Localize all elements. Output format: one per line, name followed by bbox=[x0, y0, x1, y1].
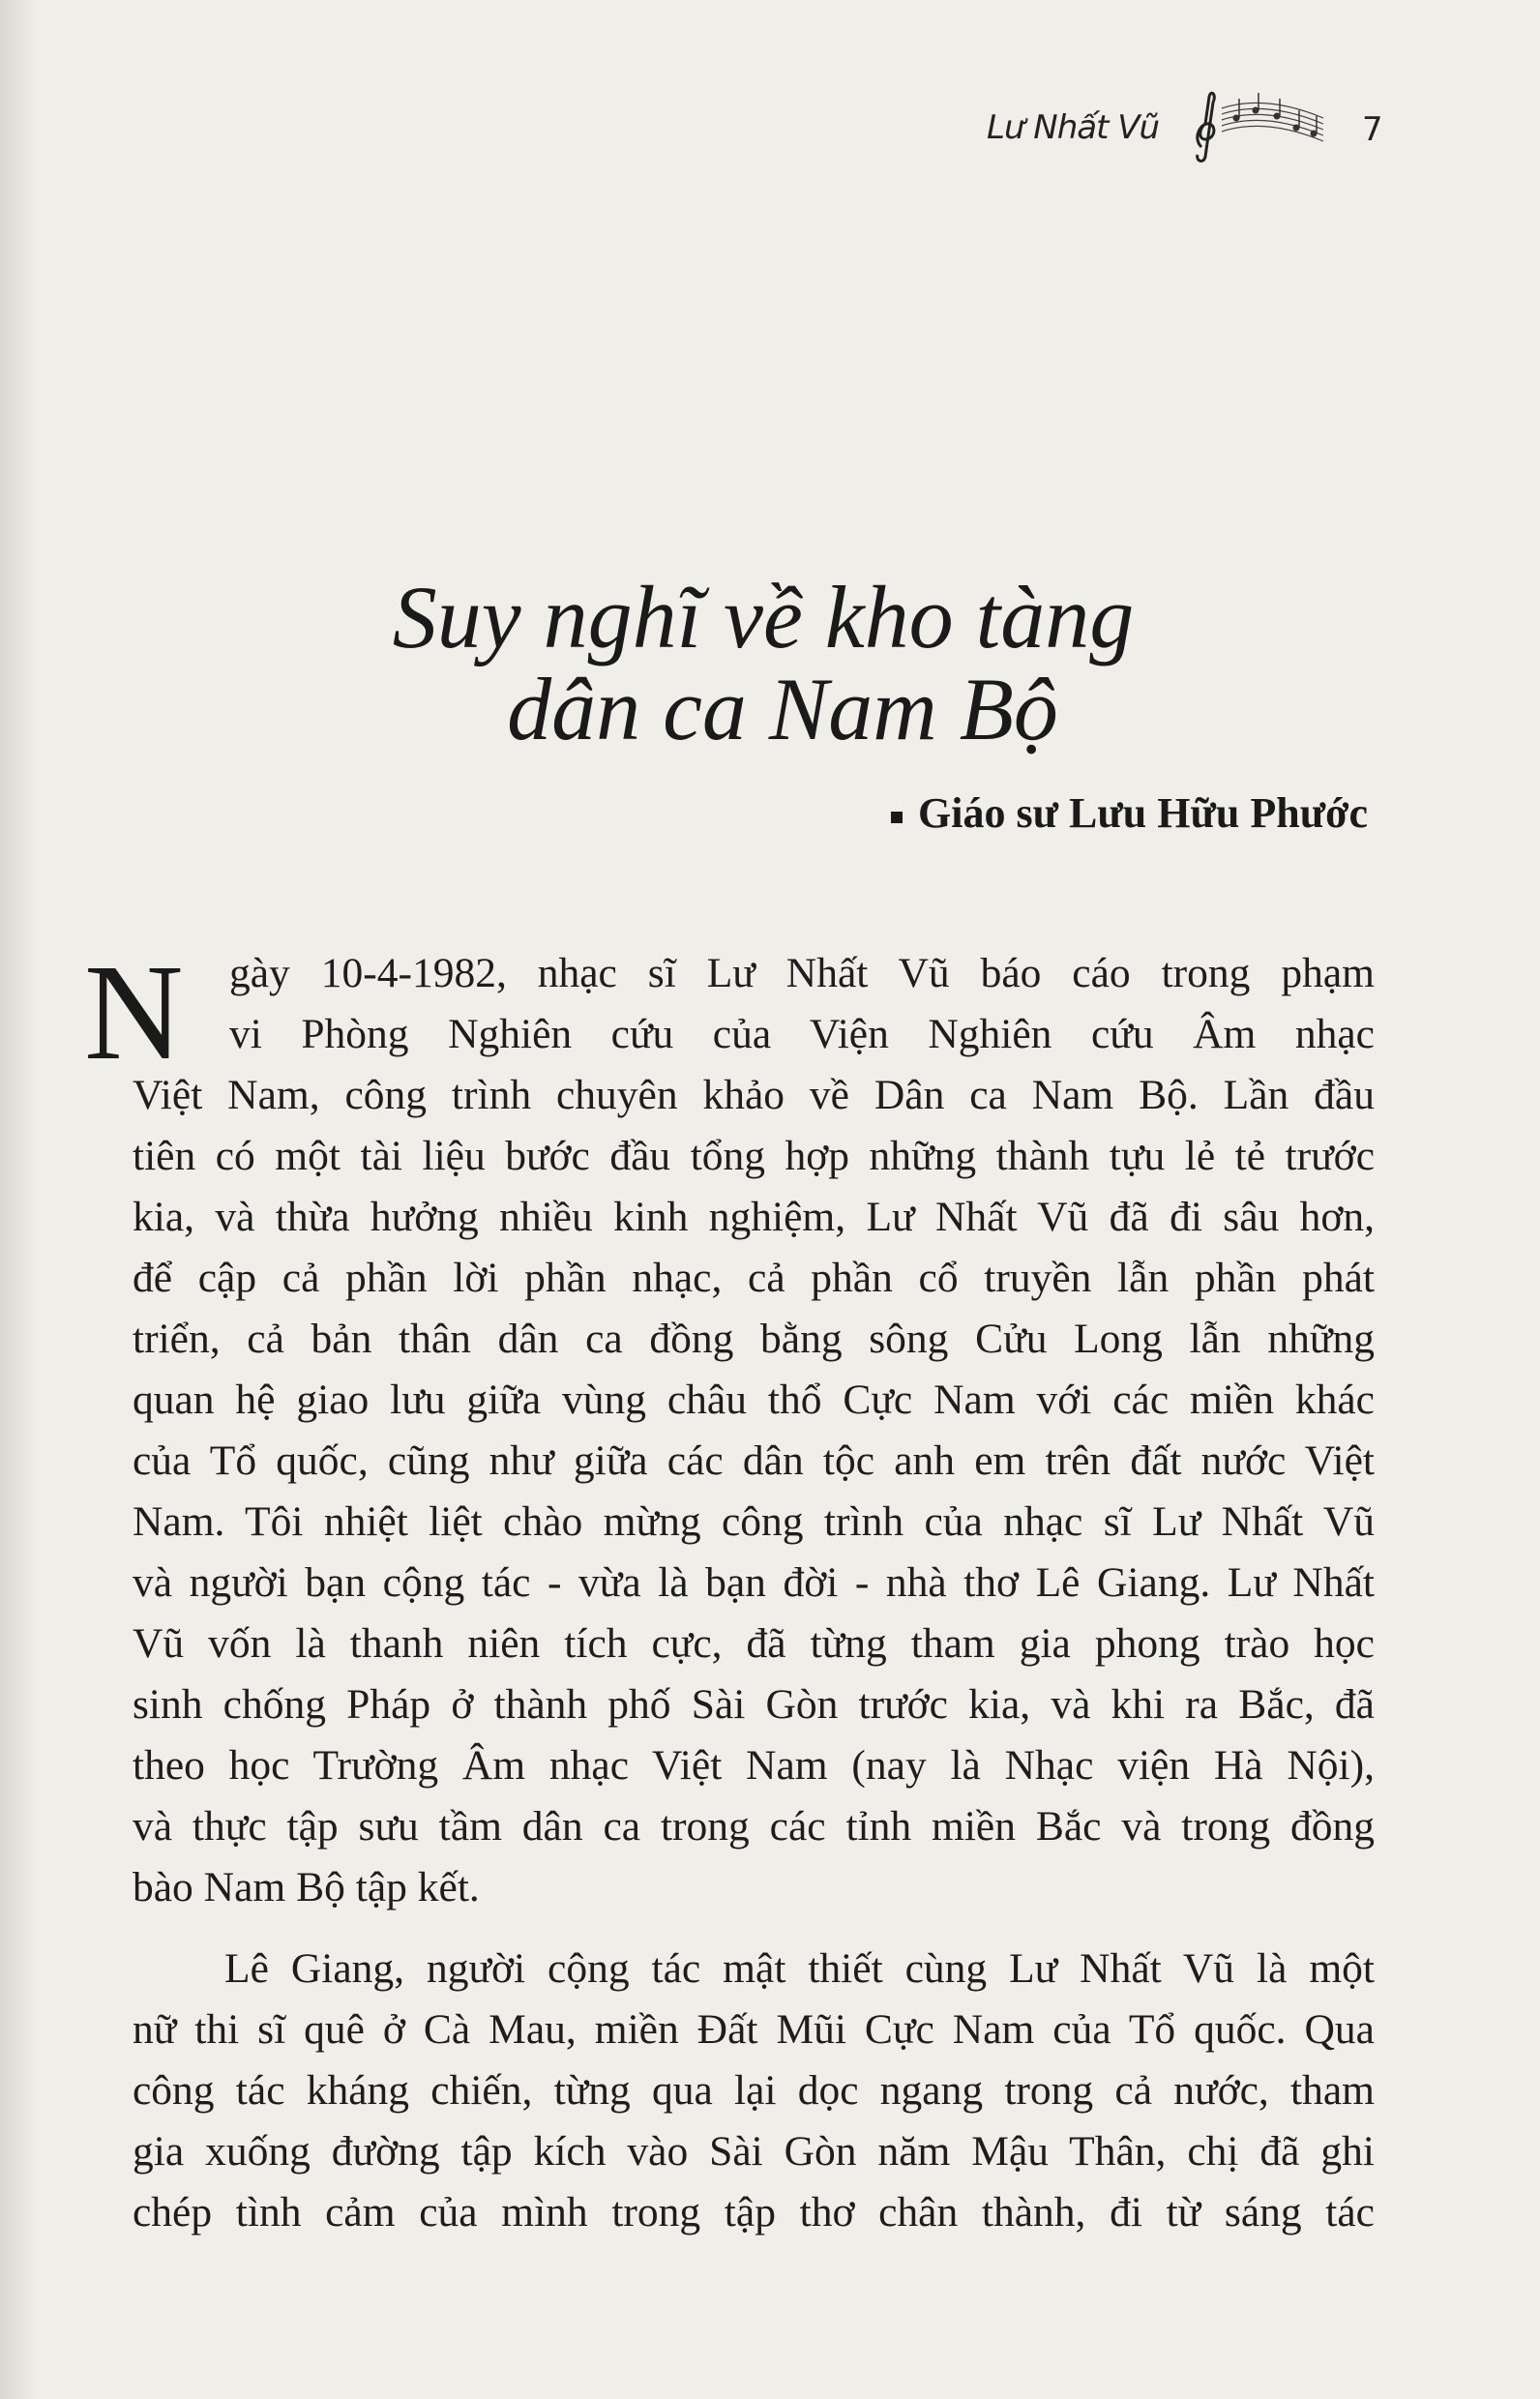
text-line: của Tổ quốc, cũng như giữa các dân tộc anh em trên đất nước Việt bbox=[133, 1437, 1375, 1484]
drop-cap: N bbox=[84, 935, 184, 1088]
text-line: và người bạn cộng tác - vừa là bạn đời - nhà thơ Lê Giang. Lư Nhất bbox=[133, 1559, 1375, 1606]
paragraph-1 bbox=[133, 943, 1375, 1918]
bullet-square-icon bbox=[891, 812, 903, 823]
text-line: và thực tập sưu tầm dân ca trong các tỉnh miền Bắc và trong đồng bbox=[133, 1803, 1375, 1850]
text-line: quan hệ giao lưu giữa vùng châu thổ Cực Nam với các miền khác bbox=[133, 1377, 1375, 1423]
running-header bbox=[977, 104, 1383, 163]
text-line: vi Phòng Nghiên cứu của Viện Nghiên cứu Âm nhạc bbox=[229, 1011, 1375, 1057]
page-number: 7 bbox=[1362, 110, 1383, 149]
text-line: Nam. Tôi nhiệt liệt chào mừng công trình của nhạc sĩ Lư Nhất Vũ bbox=[133, 1498, 1375, 1545]
article-title-line-2: dân ca Nam Bộ bbox=[507, 660, 1058, 758]
running-title: Lư Nhất Vũ bbox=[987, 108, 1160, 147]
text-line: triển, cả bản thân dân ca đồng bằng sông Cửu Long lẫn những bbox=[133, 1316, 1375, 1362]
page-gutter-shadow bbox=[0, 0, 39, 2399]
author-name: Giáo sư Lưu Hữu Phước bbox=[918, 789, 1368, 837]
text-line: Lê Giang, người cộng tác mật thiết cùng Lư Nhất Vũ là một bbox=[224, 1945, 1375, 1992]
music-notes-icon bbox=[1188, 89, 1333, 166]
text-line: nữ thi sĩ quê ở Cà Mau, miền Đất Mũi Cực Nam của Tổ quốc. Qua bbox=[133, 2006, 1375, 2053]
text-line: tiên có một tài liệu bước đầu tổng hợp những thành tựu lẻ tẻ trước bbox=[133, 1133, 1375, 1179]
article-title-line-1: Suy nghĩ về kho tàng bbox=[392, 568, 1135, 666]
text-line: Việt Nam, công trình chuyên khảo về Dân ca Nam Bộ. Lần đầu bbox=[133, 1072, 1375, 1118]
text-line: gày 10-4-1982, nhạc sĩ Lư Nhất Vũ báo cáo trong phạm bbox=[229, 950, 1375, 996]
text-line: Vũ vốn là thanh niên tích cực, đã từng tham gia phong trào học bbox=[133, 1620, 1375, 1667]
text-line: để cập cả phần lời phần nhạc, cả phần cổ truyền lẫn phần phát bbox=[133, 1255, 1375, 1301]
text-line: theo học Trường Âm nhạc Việt Nam (nay là Nhạc viện Hà Nội), bbox=[133, 1742, 1375, 1789]
article-author bbox=[891, 788, 1368, 838]
text-line: kia, và thừa hưởng nhiều kinh nghiệm, Lư Nhất Vũ đã đi sâu hơn, bbox=[133, 1194, 1375, 1240]
text-line: sinh chống Pháp ở thành phố Sài Gòn trước kia, và khi ra Bắc, đã bbox=[133, 1681, 1375, 1728]
text-line: bào Nam Bộ tập kết. bbox=[133, 1864, 480, 1910]
text-line: gia xuống đường tập kích vào Sài Gòn năm Mậu Thân, chị đã ghi bbox=[133, 2128, 1375, 2175]
text-line: công tác kháng chiến, từng qua lại dọc ngang trong cả nước, tham bbox=[133, 2067, 1375, 2114]
paragraph-2 bbox=[133, 1939, 1375, 2243]
text-line: chép tình cảm của mình trong tập thơ chân thành, đi từ sáng tác bbox=[133, 2189, 1375, 2236]
